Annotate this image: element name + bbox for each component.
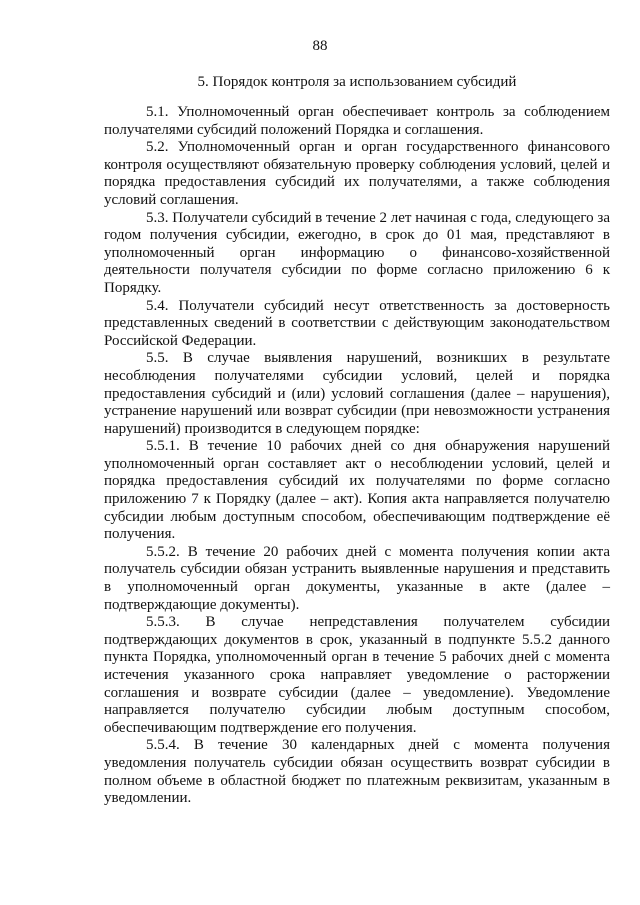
page-number: 88 <box>312 38 328 54</box>
paragraph-5-2: 5.2. Уполномоченный орган и орган государственного финансового контроля осуществляют обязательную проверку соблюдения условий, целей и порядка предоставления субсидий их получателями, а также соблюдения условий соглашения. <box>104 139 610 208</box>
paragraph-5-3: 5.3. Получатели субсидий в течение 2 лет начиная с года, следующего за годом получения субсидии, ежегодно, в срок до 01 мая, представляют в уполномоченный орган информацию о финансово-хозяйственной деятельности получателя субсидии по форме согласно приложению 6 к Порядку. <box>104 209 611 296</box>
paragraph-5-1: 5.1. Уполномоченный орган обеспечивает контроль за соблюдением получателями субсидий положений Порядка и соглашения. <box>104 104 610 138</box>
section-title: 5. Порядок контроля за использованием субсидий <box>197 74 517 90</box>
document-body <box>104 104 610 808</box>
paragraph-5-5: 5.5. В случае выявления нарушений, возникших в результате несоблюдения получателями субсидии условий, целей и порядка предоставления субсидий и (или) условий соглашения (далее – нарушения), устранение нарушений или возврат субсидии (при невозможности устранения нарушений) производится в следующем порядке: <box>104 350 610 437</box>
paragraph-5-5-2: 5.5.2. В течение 20 рабочих дней с момента получения копии акта получатель субсидии обязан устранить выявленные нарушения и представить в уполномоченный орган документы, указанные в акте (далее – подтверждающие документы). <box>104 543 610 613</box>
paragraph-5-5-4: 5.5.4. В течение 30 календарных дней с момента получения уведомления получатель субсидии обязан осуществить возврат субсидии в полном объеме в областной бюджет по платежным реквизитам, указанным в уведомлении. <box>104 737 610 807</box>
paragraph-5-5-1: 5.5.1. В течение 10 рабочих дней со дня обнаружения нарушений уполномоченный орган составляет акт о несоблюдении условий, целей и порядка предоставления субсидий их получателями по форме согласно приложению 7 к Порядку (далее – акт). Копия акта направляется получателю субсидии любым доступным способом, обеспечивающим подтверждение её получения. <box>104 438 610 543</box>
paragraph-5-4: 5.4. Получатели субсидий несут ответственность за достоверность представленных сведений в соответствии с действующим законодательством Российской Федерации. <box>104 297 610 349</box>
paragraph-5-5-3: 5.5.3. В случае непредставления получателем субсидии подтверждающих документов в срок, указанный в подпункте 5.5.2 данного пункта Порядка, уполномоченный орган в течение 5 рабочих дней с момента истечения указанного срока направляет уведомление о расторжении соглашения и возврате субсидии (далее – уведомление). Уведомление направляется получателю субсидии любым доступным способом, обеспечивающим подтверждение его получения. <box>104 614 610 736</box>
